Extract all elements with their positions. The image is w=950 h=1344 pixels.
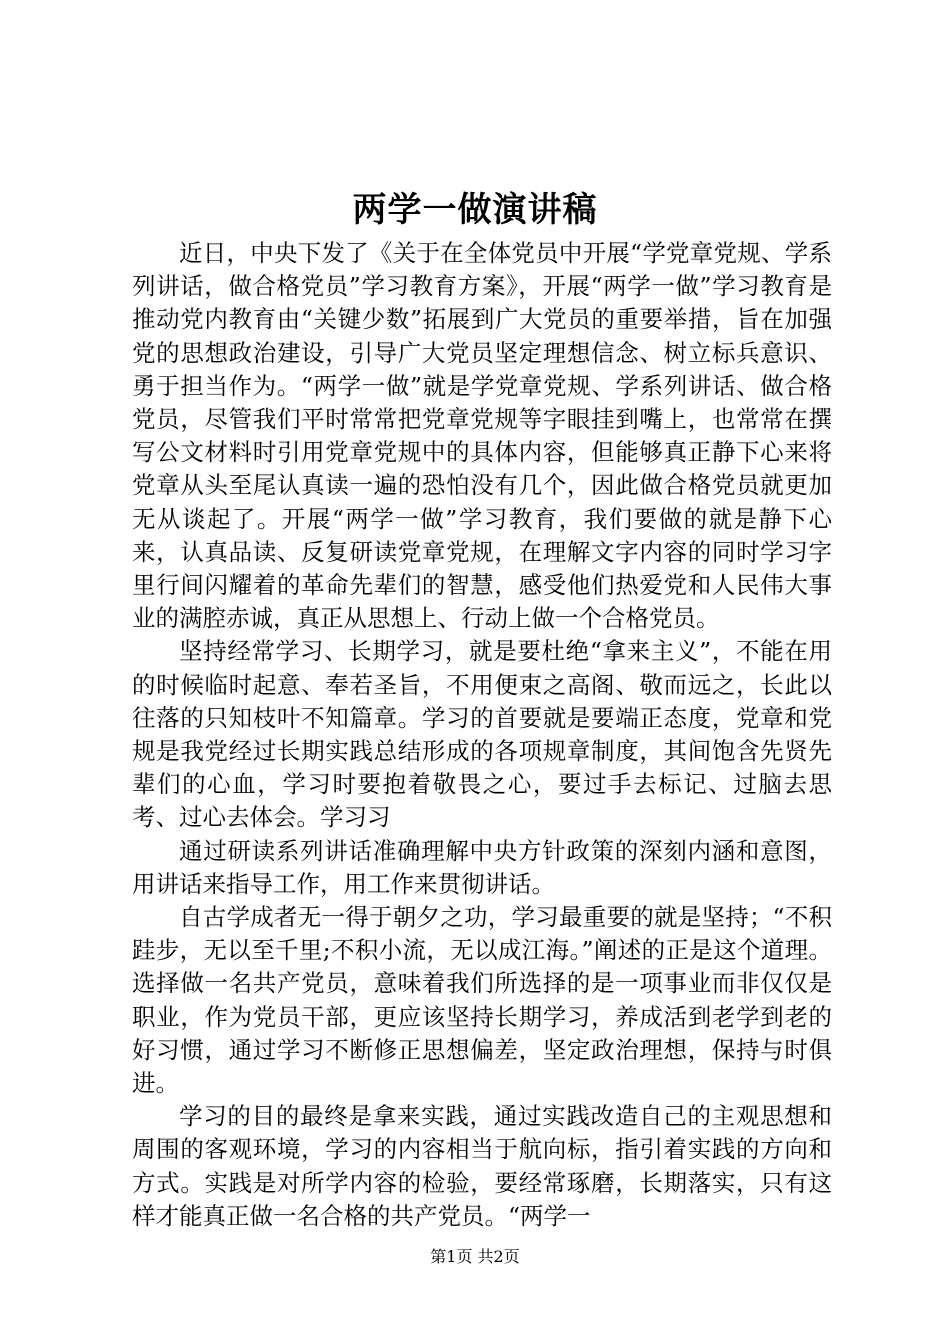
paragraph-5: 学习的目的最终是拿来实践，通过实践改造自己的主观思想和周围的客观环境，学习的内容相当于航向标，指引着实践的方向和方式。实践是对所学内容的检验，要经常琢磨，长期落实，只有这样才能真正做一名合格的共产党员。“两学一 [132, 1102, 832, 1230]
document-body [132, 237, 832, 1233]
paragraph-4: 自古学成者无一得于朝夕之功，学习最重要的就是坚持；“不积跬步，无以至千里;不积小流，无以成江海。”阐述的正是这个道理。选择做一名共产党员，意味着我们所选择的是一项事业而非仅仅是职业，作为党员干部，更应该坚持长期学习，养成活到老学到老的好习惯，通过学习不断修正思想偏差，坚定政治理想，保持与时俱进。 [132, 903, 832, 1098]
paragraph-3: 通过研读系列讲话准确理解中央方针政策的深刻内涵和意图，用讲话来指导工作，用工作来贯彻讲话。 [132, 836, 832, 898]
page-footer: 第1页 共2页 [430, 1247, 520, 1266]
document-title: 两学一做演讲稿 [352, 190, 598, 230]
paragraph-2: 坚持经常学习、长期学习，就是要杜绝“拿来主义”，不能在用的时候临时起意、奉若圣旨，不用便束之高阁、敬而远之，长此以往落的只知枝叶不知篇章。学习的首要就是要端正态度，党章和党规是我党经过长期实践总结形成的各项规章制度，其间饱含先贤先辈们的心血，学习时要抱着敬畏之心，要过手去标记、过脑去思考、过心去体会。学习习 [132, 637, 832, 832]
paragraph-1: 近日，中央下发了《关于在全体党员中开展“学党章党规、学系列讲话，做合格党员”学习教育方案》，开展“两学一做”学习教育是推动党内教育由“关键少数”拓展到广大党员的重要举措，旨在加强党的思想政治建设，引导广大党员坚定理想信念、树立标兵意识、勇于担当作为。“两学一做”就是学党章党规、学系列讲话、做合格党员，尽管我们平时常常把党章党规等字眼挂到嘴上，也常常在撰写公文材料时引用党章党规中的具体内容，但能够真正静下心来将党章从头至尾认真读一遍的恐怕没有几个，因此做合格党员就更加无从谈起了。开展“两学一做”学习教育，我们要做的就是静下心来，认真品读、反复研读党章党规，在理解文字内容的同时学习字里行间闪耀着的革命先辈们的智慧，感受他们热爱党和人民伟大事业的满腔赤诚，真正从思想上、行动上做一个合格党员。 [132, 239, 832, 633]
